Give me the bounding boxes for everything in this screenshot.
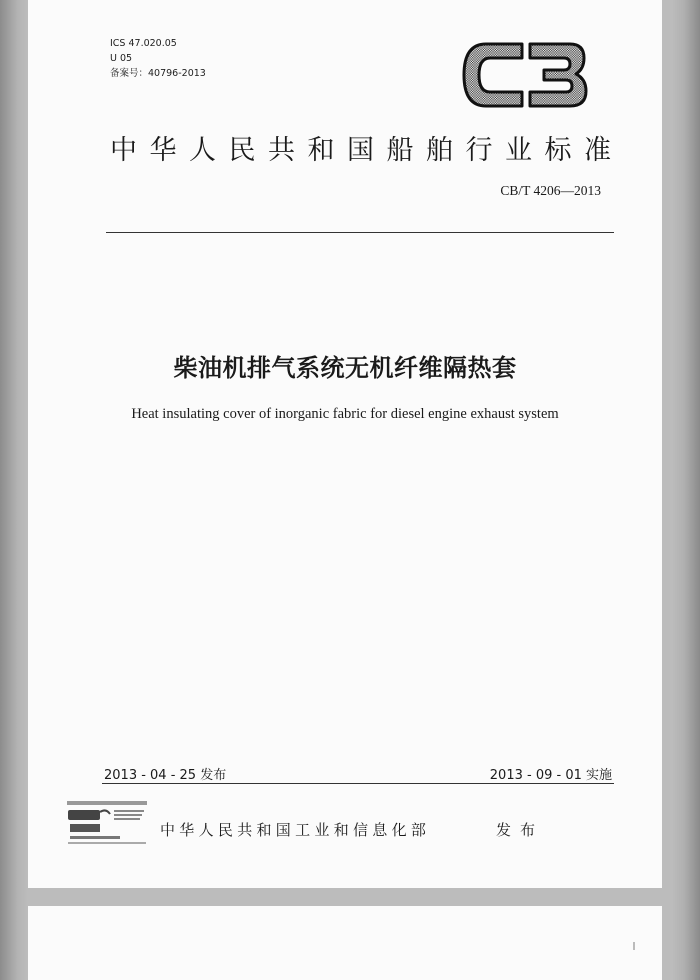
bottom-divider <box>102 783 614 784</box>
implementation-date: 2013 - 09 - 01 实施 <box>489 768 612 783</box>
next-page-preview <box>28 906 662 980</box>
filing-number: 备案号：40796-2013 <box>110 68 206 79</box>
standard-cover-page <box>28 0 662 888</box>
issue-date: 2013 - 04 - 25 发布 <box>104 768 227 783</box>
cb-logo-icon <box>460 38 590 112</box>
standard-number: CB/T 4206—2013 <box>500 183 601 198</box>
document-title-chinese: 柴油机排气系统无机纤维隔热套 <box>173 354 517 382</box>
next-page-mark <box>633 942 635 950</box>
document-title-english: Heat insulating cover of inorganic fabric for diesel engine exhaust system <box>131 406 559 422</box>
anti-counterfeit-stamp-icon <box>66 800 148 846</box>
classification-block <box>110 36 206 81</box>
ccs-code: U 05 <box>110 53 133 64</box>
publish-label: 发布 <box>496 821 545 839</box>
ics-code: ICS 47.020.05 <box>110 38 177 49</box>
publisher-name: 中华人民共和国工业和信息化部 <box>160 821 431 839</box>
standard-organization-title: 中华人民共和国船舶行业标准 <box>110 135 624 166</box>
top-divider <box>106 232 614 233</box>
